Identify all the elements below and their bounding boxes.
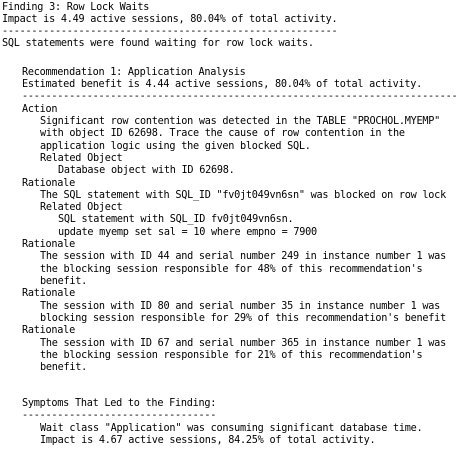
related-object-value: update myemp set sal = 10 where empno = 7900 xyxy=(58,227,317,238)
rationale-line: the blocking session responsible for 48% of this recommendation's xyxy=(40,264,423,275)
action-line: application logic using the given blocked SQL. xyxy=(40,141,311,152)
recommendation-benefit: Estimated benefit is 4.44 active sessions, 80.04% of total activity. xyxy=(22,79,423,90)
related-object-value: SQL statement with SQL_ID fv0jt049vn6sn. xyxy=(58,214,294,225)
related-object-label: Related Object xyxy=(40,202,123,213)
finding-impact: Impact is 4.49 active sessions, 80.04% of total activity. xyxy=(2,14,338,25)
symptoms-divider: --------------------------------- xyxy=(22,410,217,421)
rationale-line: benefit. xyxy=(40,362,88,373)
related-object-label: Related Object xyxy=(40,153,123,164)
recommendation-title: Recommendation 1: Application Analysis xyxy=(22,67,246,78)
rationale-line: The session with ID 80 and serial number 35 in instance number 1 was xyxy=(40,301,441,312)
rationale-line: The SQL statement with SQL_ID "fv0jt049vn6sn" was blocked on row lock xyxy=(40,190,446,201)
rationale-line: blocking session responsible for 29% of this recommendation's benefit xyxy=(40,313,446,324)
finding-summary: SQL statements were found waiting for row lock waits. xyxy=(2,38,314,49)
rationale-label: Rationale xyxy=(22,239,75,250)
symptom-line: Impact is 4.67 active sessions, 84.25% of total activity. xyxy=(40,435,376,446)
action-line: Significant row contention was detected in the TABLE "PROCHOL.MYEMP" xyxy=(40,116,441,127)
finding-divider: --------------------------------------------------------- xyxy=(2,26,338,37)
rationale-label: Rationale xyxy=(22,178,75,189)
action-label: Action xyxy=(22,104,58,115)
related-object-value: Database object with ID 62698. xyxy=(58,165,235,176)
rationale-line: the blocking session responsible for 21% of this recommendation's xyxy=(40,350,423,361)
rationale-label: Rationale xyxy=(22,288,75,299)
rationale-line: The session with ID 44 and serial number 249 in instance number 1 was xyxy=(40,251,446,262)
symptoms-title: Symptoms That Led to the Finding: xyxy=(22,398,217,409)
recommendation-divider: -------------------------------------------------------------------------- xyxy=(22,91,458,102)
rationale-label: Rationale xyxy=(22,325,75,336)
rationale-line: The session with ID 67 and serial number 365 in instance number 1 was xyxy=(40,338,446,349)
action-line: with object ID 62698. Trace the cause of row contention in the xyxy=(40,128,405,139)
rationale-line: benefit. xyxy=(40,276,88,287)
finding-title: Finding 3: Row Lock Waits xyxy=(2,2,150,13)
symptom-line: Wait class "Application" was consuming significant database time. xyxy=(40,423,423,434)
